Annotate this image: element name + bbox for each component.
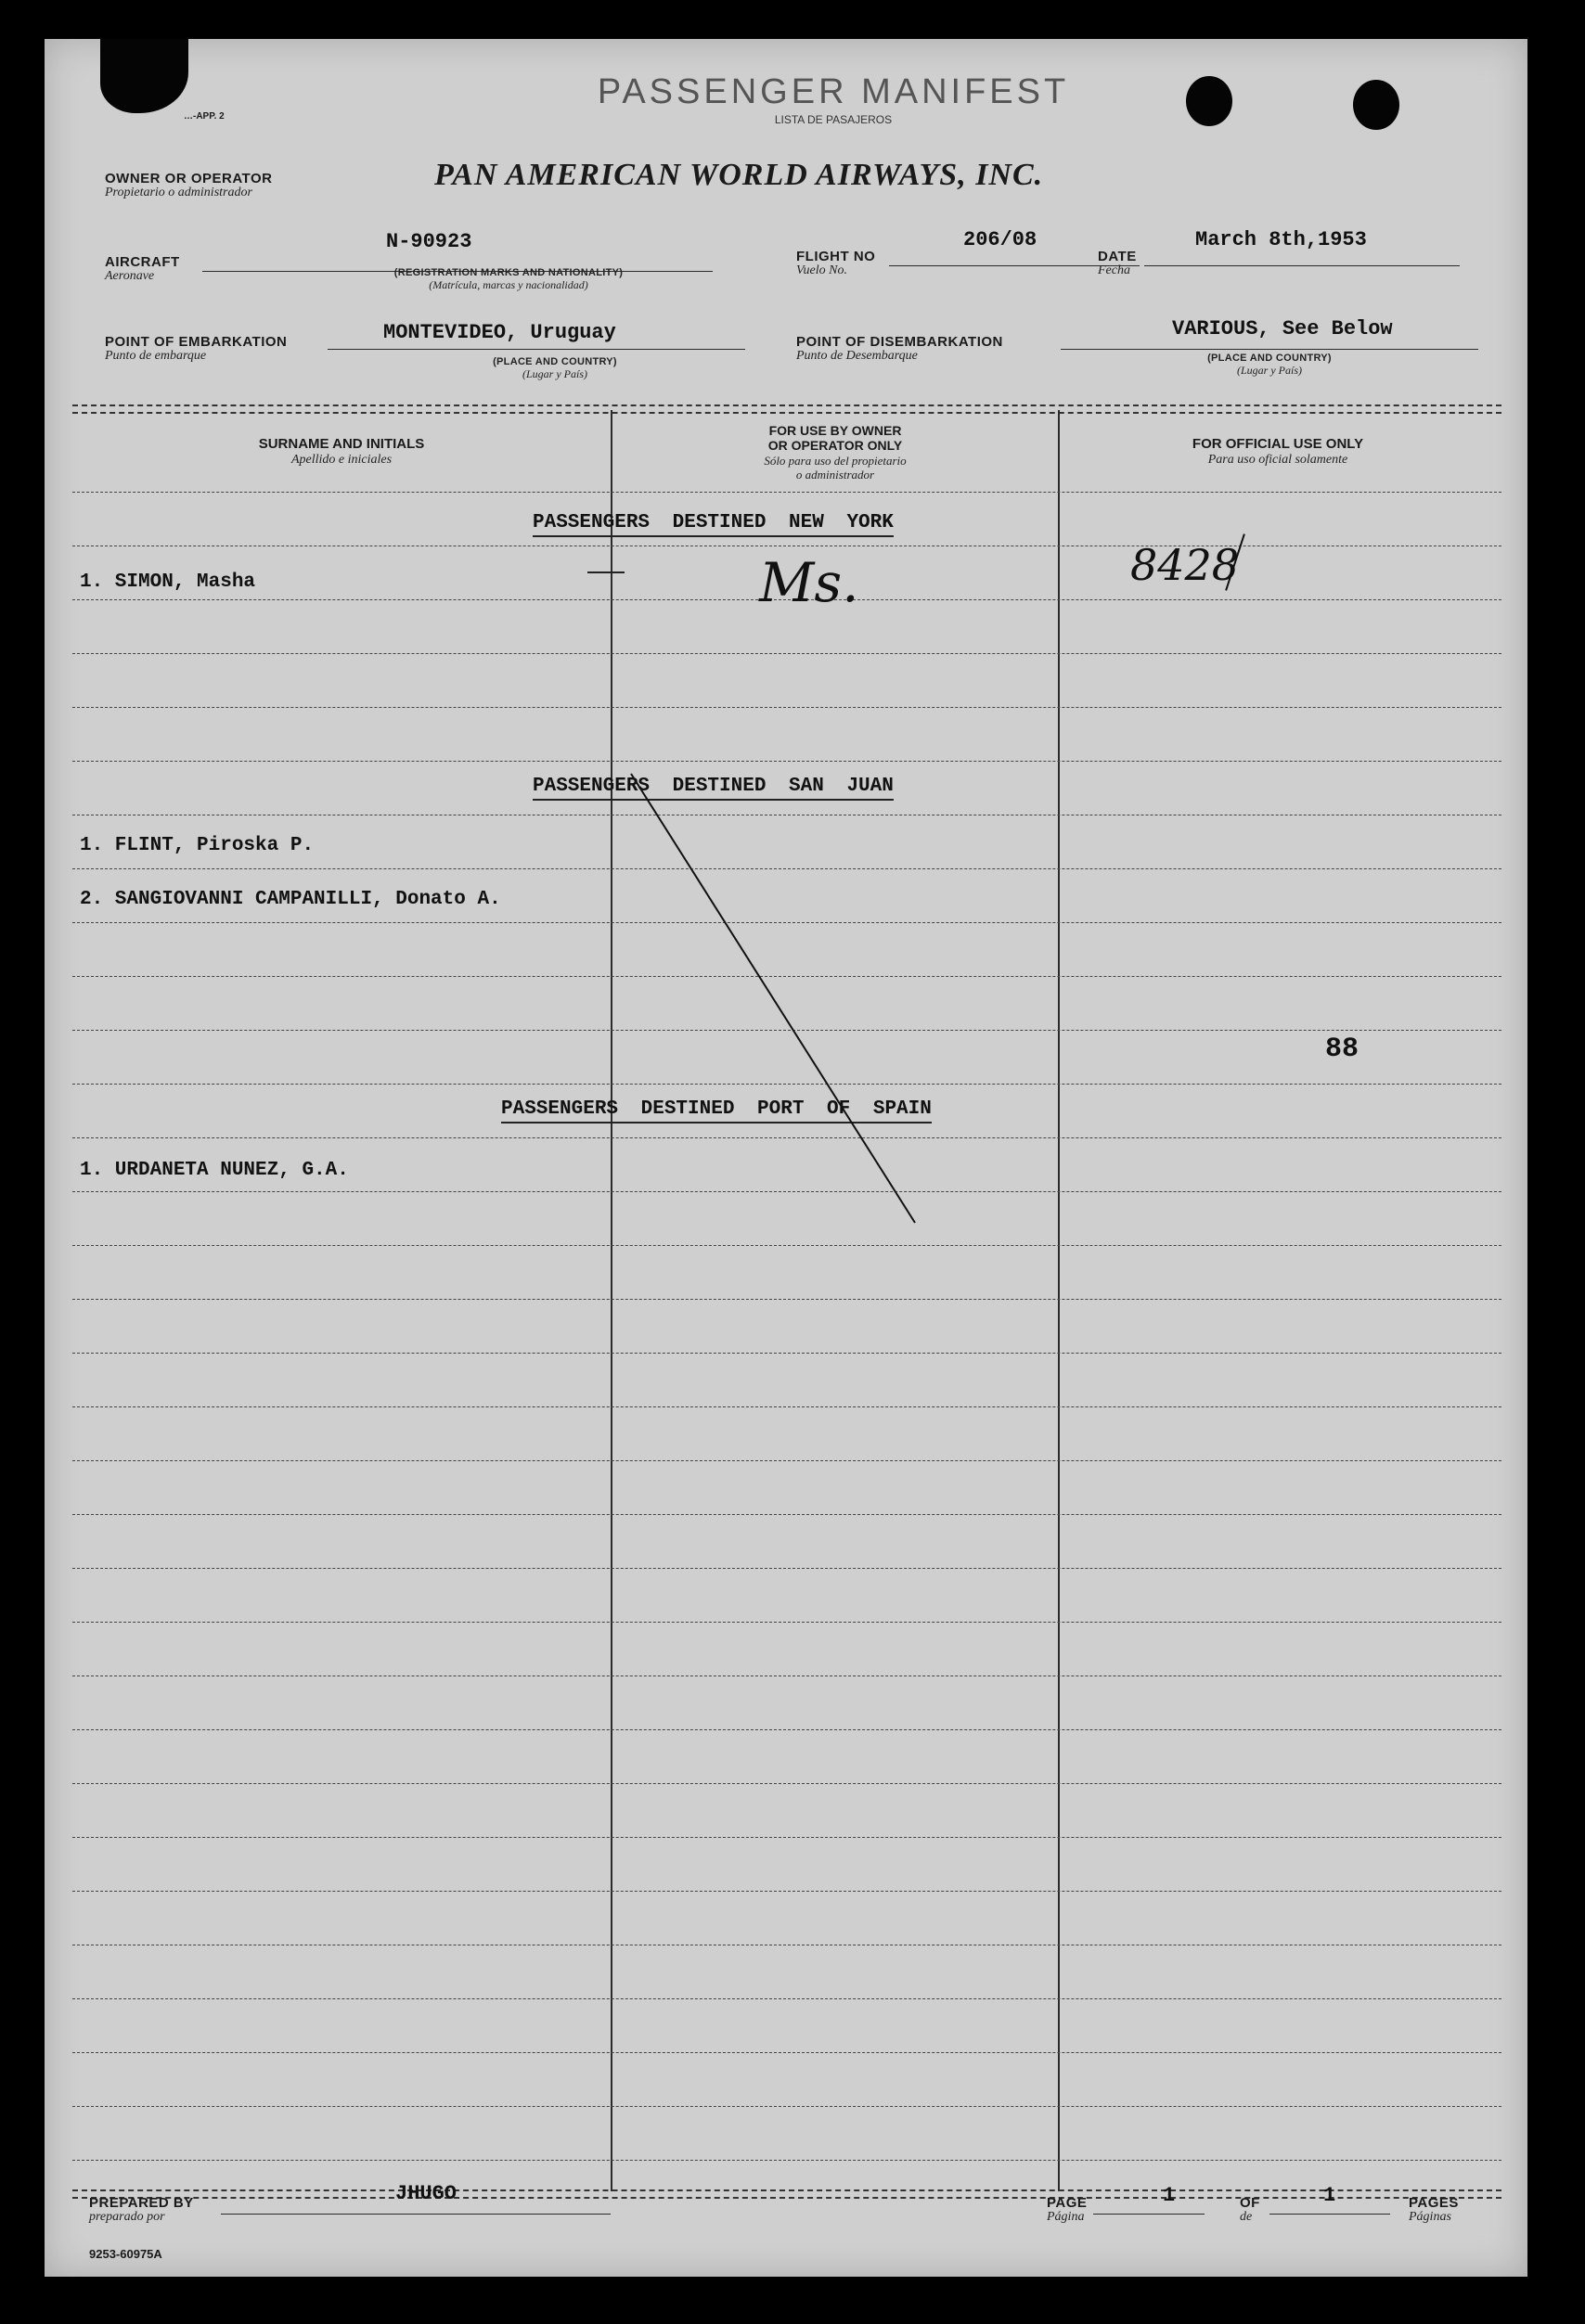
pages-label: PAGES (1409, 2195, 1459, 2211)
column-header-surname: SURNAME AND INITIALS (258, 436, 425, 452)
official-number: 8428 (1130, 540, 1240, 590)
manifest-title: PASSENGER MANIFEST (597, 72, 1070, 111)
passenger-entry: 1. FLINT, Piroska P. (80, 835, 315, 856)
section-heading-san-juan: PASSENGERS DESTINED SAN JUAN (533, 776, 894, 797)
of-label: OF (1240, 2195, 1260, 2211)
embarkation-value: MONTEVIDEO, Uruguay (383, 321, 616, 344)
column-header-owner-2: OR OPERATOR ONLY (767, 438, 903, 453)
cancellation-line (45, 39, 1527, 2277)
column-header-owner-1: FOR USE BY OWNER (768, 423, 902, 438)
disembarkation-caption-es: (Lugar y País) (1237, 364, 1302, 377)
manifest-subtitle: LISTA DE PASAJEROS (774, 113, 893, 126)
side-number: 88 (1325, 1034, 1359, 1065)
page-label-es: Página (1047, 2210, 1085, 2224)
aircraft-caption-es: (Matrícula, marcas y nacionalidad) (429, 278, 588, 291)
date-label: DATE (1098, 249, 1137, 264)
date-label-es: Fecha (1098, 263, 1130, 277)
column-header-owner-es-1: Sólo para uso del propietario (764, 454, 907, 468)
flight-label: FLIGHT NO (796, 249, 876, 264)
form-number: 9253-60975A (89, 2247, 162, 2261)
embarkation-caption: (PLACE AND COUNTRY) (493, 356, 617, 367)
column-header-official-es: Para uso oficial solamente (1207, 453, 1348, 467)
date-value: March 8th,1953 (1195, 228, 1367, 251)
flight-label-es: Vuelo No. (796, 263, 847, 277)
pages-label-es: Páginas (1409, 2210, 1451, 2224)
disembarkation-label-es: Punto de Desembarque (796, 349, 918, 363)
of-label-es: de (1240, 2210, 1253, 2224)
passenger-entry: 2. SANGIOVANNI CAMPANILLI, Donato A. (80, 889, 501, 910)
page-label: PAGE (1047, 2195, 1088, 2211)
column-header-official: FOR OFFICIAL USE ONLY (1192, 436, 1364, 452)
passenger-entry: 1. URDANETA NUNEZ, G.A. (80, 1160, 349, 1181)
disembarkation-value: VARIOUS, See Below (1172, 317, 1393, 340)
section-heading-port-of-spain: PASSENGERS DESTINED PORT OF SPAIN (501, 1098, 932, 1120)
prepared-by-value: JHUGO (395, 2182, 457, 2205)
column-header-owner-es-2: o administrador (795, 468, 875, 481)
prepared-by-label: PREPARED BY (89, 2195, 194, 2211)
owner-label: OWNER OR OPERATOR (105, 171, 273, 186)
disembarkation-caption: (PLACE AND COUNTRY) (1207, 353, 1332, 364)
owner-value: PAN AMERICAN WORLD AIRWAYS, INC. (434, 158, 1044, 192)
disembarkation-label: POINT OF DISEMBARKATION (796, 334, 1003, 350)
passenger-entry: 1. SIMON, Masha (80, 571, 256, 593)
flight-value: 206/08 (963, 228, 1037, 251)
embarkation-label: POINT OF EMBARKATION (105, 334, 288, 350)
aircraft-label: AIRCRAFT (105, 254, 180, 270)
corner-form-code: …-APP. 2 (184, 111, 225, 122)
owner-label-es: Propietario o administrador (105, 186, 252, 199)
embarkation-label-es: Punto de embarque (105, 349, 207, 363)
manifest-page (45, 39, 1527, 2277)
operator-mark: Ms. (759, 551, 859, 614)
embarkation-caption-es: (Lugar y País) (522, 367, 587, 380)
page-value: 1 (1163, 2184, 1176, 2207)
section-heading-new-york: PASSENGERS DESTINED NEW YORK (533, 512, 894, 533)
aircraft-value: N-90923 (386, 230, 472, 253)
aircraft-caption: (REGISTRATION MARKS AND NATIONALITY) (393, 267, 624, 278)
aircraft-label-es: Aeronave (105, 269, 155, 283)
total-pages-value: 1 (1323, 2184, 1336, 2207)
column-header-surname-es: Apellido e iniciales (290, 453, 393, 467)
prepared-by-label-es: preparado por (89, 2210, 165, 2224)
